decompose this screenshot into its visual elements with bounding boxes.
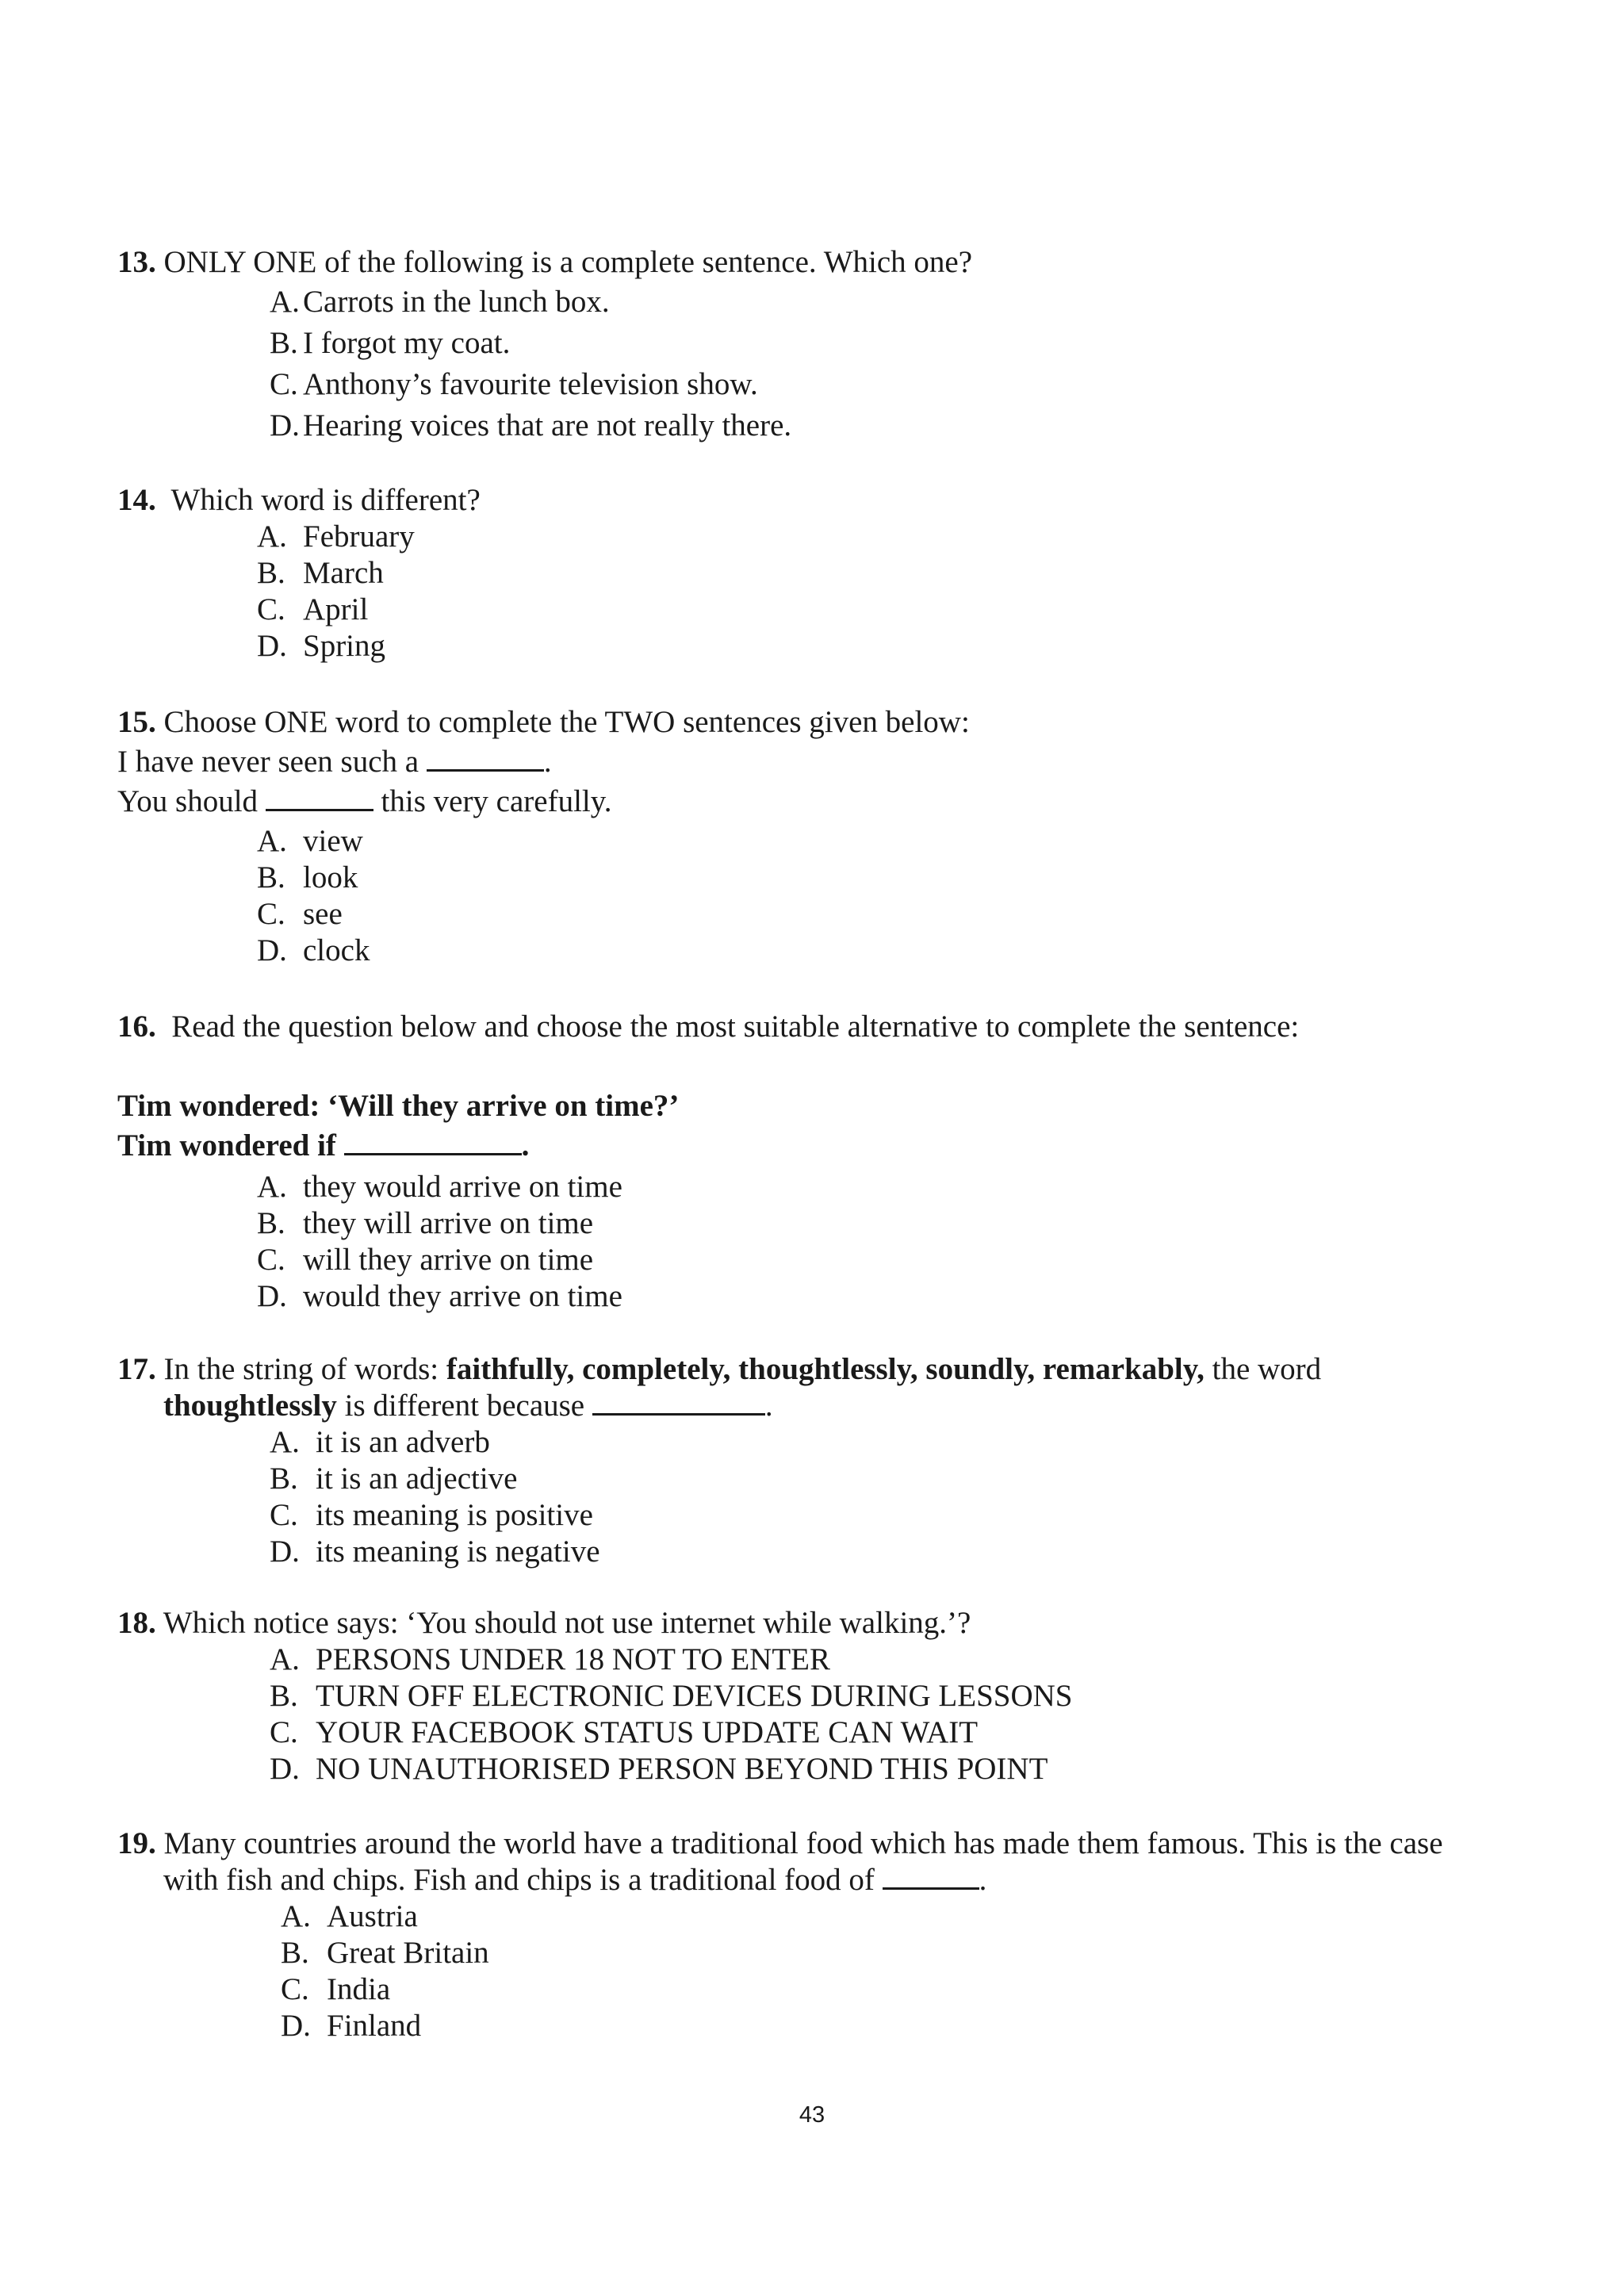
question-13-stem [117,244,1529,282]
option-d: D. Finland [281,2009,422,2043]
question-number: 14. [117,483,156,517]
question-18-stem [117,1605,1529,1642]
option-a: A. they would arrive on time [257,1170,622,1204]
question-13 [117,244,1529,442]
option-c: C. Anthony’s favourite television show. [270,367,758,401]
option-a: A. it is an adverb [270,1425,490,1459]
answer-blank [344,1129,522,1155]
question-text: Which word is different? [170,483,481,517]
option-c: C. April [257,592,369,626]
option-c: C. will they arrive on time [257,1243,594,1277]
question-14-stem [117,482,1529,519]
option-d: D. NO UNAUTHORISED PERSON BEYOND THIS POINT [270,1752,1048,1786]
quoted-sentence: Tim wondered: ‘Will they arrive on time?’ [117,1089,680,1123]
option-d: D. its meaning is negative [270,1534,600,1569]
question-16-stem [117,1009,1529,1046]
question-number: 15. [117,705,156,739]
question-19-stem-line2: with fish and chips. Fish and chips is a traditional food of . [163,1863,987,1897]
question-18 [117,1605,1529,1786]
option-b: B. they will arrive on time [257,1206,594,1240]
reported-sentence: Tim wondered if . [117,1128,530,1163]
question-17-stem: 17. In the string of words: faithfully, completely, thoughtlessly, soundly, remarkably, the word [117,1352,1322,1386]
sentence-2: You should this very carefully. [117,784,612,818]
option-b: B. Great Britain [281,1936,489,1970]
answer-blank [592,1389,765,1416]
option-c: C. see [257,897,343,931]
question-15 [117,704,1529,967]
question-14 [117,482,1529,663]
option-a: A. February [257,519,415,554]
option-b: B. TURN OFF ELECTRONIC DEVICES DURING LESSONS [270,1679,1073,1713]
question-19-stem: 19. Many countries around the world have a traditional food which has made them famous. This is the case [117,1826,1443,1860]
sentence-1: I have never seen such a . [117,745,552,779]
option-d: D. would they arrive on time [257,1279,622,1313]
option-c: C. India [281,1972,391,2006]
question-19 [117,1826,1529,2043]
option-c: C. its meaning is positive [270,1498,593,1532]
question-number: 17. [117,1352,156,1386]
question-17-stem-line2: thoughtlessly is different because . [163,1389,773,1423]
option-a: A. view [257,824,363,858]
answer-blank [427,745,544,772]
question-text: ONLY ONE of the following is a complete sentence. Which one? [163,245,973,279]
option-d: D. clock [257,933,370,967]
option-d: D. Hearing voices that are not really there. [270,408,792,442]
question-number: 16. [117,1009,156,1044]
question-text: Read the question below and choose the most suitable alternative to complete the sentence: [171,1009,1300,1044]
option-b: B. March [257,556,384,590]
question-17 [117,1351,1529,1569]
answer-blank [266,785,373,811]
option-b: B. look [257,860,358,895]
question-number: 18. [117,1606,156,1640]
option-c: C. YOUR FACEBOOK STATUS UPDATE CAN WAIT [270,1715,979,1749]
question-text: Choose ONE word to complete the TWO sentences given below: [163,705,970,739]
option-a: A. Austria [281,1899,418,1933]
answer-blank [883,1864,979,1890]
page-number: 43 [799,2102,825,2128]
option-a: A. PERSONS UNDER 18 NOT TO ENTER [270,1642,830,1676]
option-a: A. Carrots in the lunch box. [270,285,610,319]
option-b: B. it is an adjective [270,1462,518,1496]
question-number: 19. [117,1826,156,1860]
question-15-stem [117,704,1529,741]
option-b: B. I forgot my coat. [270,326,511,360]
question-16 [117,1009,1529,1313]
question-text: Which notice says: ‘You should not use internet while walking.’? [163,1606,971,1640]
option-d: D. Spring [257,629,386,663]
question-number: 13. [117,245,156,279]
